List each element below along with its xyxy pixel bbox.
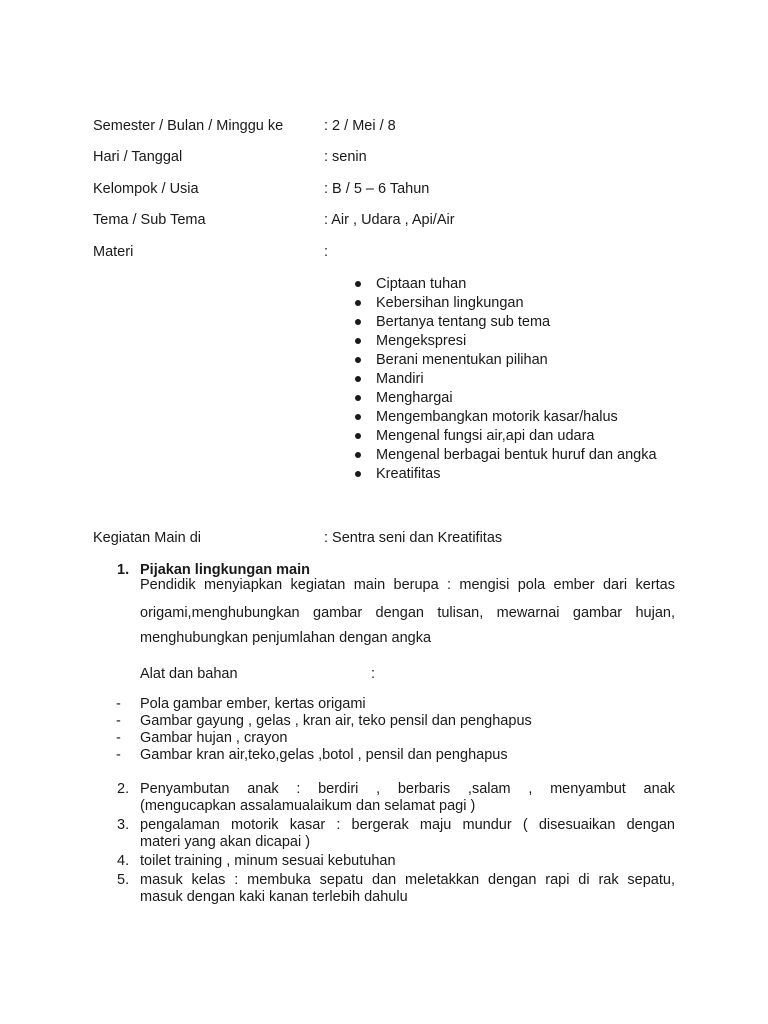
step-line: masuk dengan kaki kanan terlebih dahulu (140, 889, 408, 905)
info-value: : B / 5 – 6 Tahun (324, 181, 430, 197)
info-label: Kelompok / Usia (93, 181, 199, 197)
list-item: Kreatifitas (355, 465, 657, 484)
alat-list (116, 696, 532, 764)
bullet-icon (355, 471, 361, 477)
step-number: 4. (117, 853, 130, 869)
dash-marker: - (116, 730, 121, 746)
info-value: : 2 / Mei / 8 (324, 118, 396, 134)
info-row-kegiatan (93, 529, 693, 547)
step-number: 5. (117, 872, 130, 888)
info-value: : senin (324, 149, 367, 165)
bullet-icon (355, 414, 361, 420)
info-value: : Air , Udara , Api/Air (324, 212, 455, 228)
info-value: : (324, 244, 329, 260)
step-item (117, 872, 675, 906)
list-item: Menghargai (355, 389, 657, 408)
list-item: Mengekspresi (355, 332, 657, 351)
bullet-icon (355, 357, 361, 363)
section-title: Pijakan lingkungan main (140, 562, 311, 578)
kegiatan-label: Kegiatan Main di (93, 530, 202, 546)
info-label: Tema / Sub Tema (93, 212, 206, 228)
list-item: Mengenal berbagai bentuk huruf dan angka (355, 446, 657, 465)
dash-marker: - (116, 696, 121, 712)
bullet-icon (355, 281, 361, 287)
list-item: - Gambar kran air,teko,gelas ,botol , pensil dan penghapus (116, 747, 508, 763)
bullet-icon (355, 433, 361, 439)
info-row-kelompok (93, 180, 693, 198)
info-label: Hari / Tanggal (93, 149, 183, 165)
section-number: 1. (117, 562, 130, 578)
step-line: toilet training , minum sesuai kebutuhan (140, 853, 396, 869)
list-item: Mandiri (355, 370, 657, 389)
list-item: Mengembangkan motorik kasar/halus (355, 408, 657, 427)
info-label: Materi (93, 244, 134, 260)
step-number: 2. (117, 781, 130, 797)
dash-marker: - (116, 713, 121, 729)
kegiatan-value: : Sentra seni dan Kreatifitas (324, 530, 503, 546)
info-label: Semester / Bulan / Minggu ke (93, 118, 284, 134)
list-item: Bertanya tentang sub tema (355, 313, 657, 332)
alat-label: Alat dan bahan (140, 666, 238, 682)
step-item (117, 853, 675, 870)
info-row-materi (93, 243, 693, 261)
step-item (117, 781, 675, 815)
paragraph-line: menghubungkan penjumlahan dengan angka (140, 630, 432, 646)
step-line: materi yang akan dicapai ) (140, 834, 311, 850)
bullet-icon (355, 452, 361, 458)
info-row-tema (93, 211, 693, 229)
step-line: pengalaman motorik kasar : bergerak maju mundur ( disesuaikan dengan (140, 817, 675, 833)
list-item: - Pola gambar ember, kertas origami (116, 696, 366, 712)
list-item: Ciptaan tuhan (355, 275, 657, 294)
materi-list (355, 275, 657, 484)
alat-colon: : (371, 666, 376, 682)
step-line: (mengucapkan assalamualaikum dan selamat pagi ) (140, 798, 476, 814)
paragraph-line: origami,menghubungkan gambar dengan tulisan, mewarnai gambar hujan, (140, 605, 675, 621)
dash-marker: - (116, 747, 121, 763)
step-item (117, 817, 675, 851)
step-line: Penyambutan anak : berdiri , berbaris ,salam , menyambut anak (140, 781, 675, 797)
info-row-hari (93, 148, 693, 166)
bullet-icon (355, 300, 361, 306)
list-item: Berani menentukan pilihan (355, 351, 657, 370)
step-number: 3. (117, 817, 130, 833)
list-item: Kebersihan lingkungan (355, 294, 657, 313)
list-item: Mengenal fungsi air,api dan udara (355, 427, 657, 446)
info-row-semester (93, 117, 693, 135)
list-item: - Gambar gayung , gelas , kran air, teko pensil dan penghapus (116, 713, 532, 729)
bullet-icon (355, 338, 361, 344)
paragraph-line: Pendidik menyiapkan kegiatan main berupa : mengisi pola ember dari kertas (140, 577, 675, 593)
bullet-icon (355, 376, 361, 382)
bullet-icon (355, 319, 361, 325)
list-item: - Gambar hujan , crayon (116, 730, 288, 746)
bullet-icon (355, 395, 361, 401)
step-line: masuk kelas : membuka sepatu dan meletakkan dengan rapi di rak sepatu, (140, 872, 675, 888)
